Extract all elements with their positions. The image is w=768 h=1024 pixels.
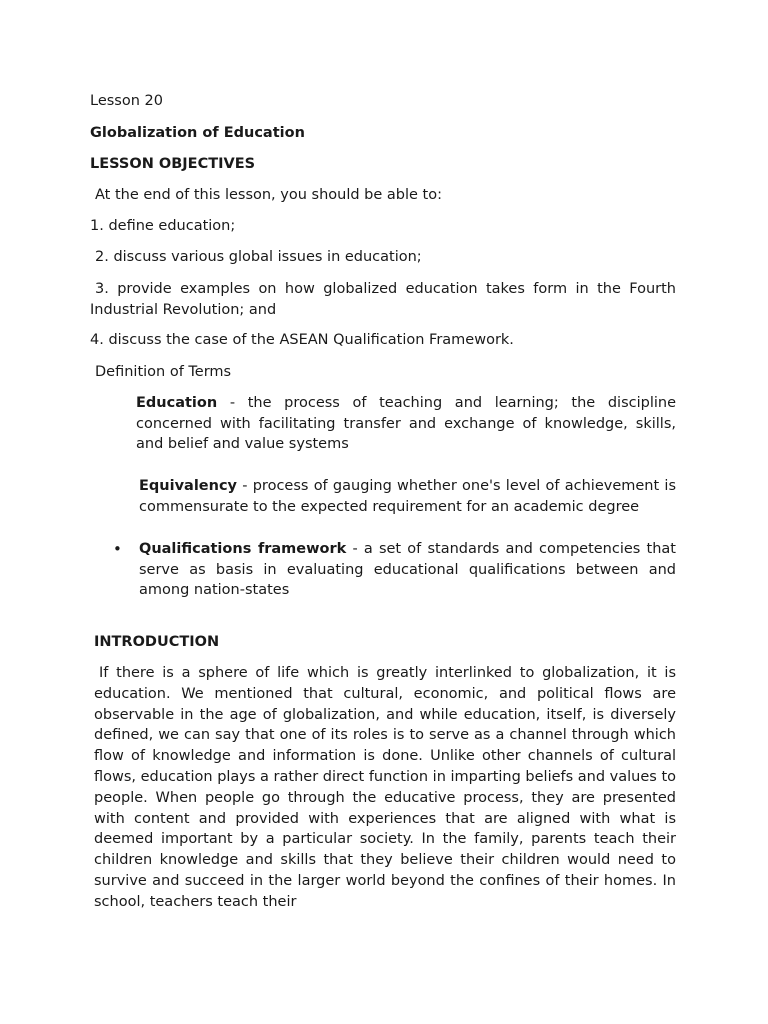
objective-item-4: 4. discuss the case of the ASEAN Qualification Framework. xyxy=(90,332,514,348)
term-equivalency xyxy=(139,476,676,517)
objective-item-1: 1. define education; xyxy=(90,218,236,234)
lesson-title: Globalization of Education xyxy=(90,125,305,141)
introduction-heading: INTRODUCTION xyxy=(94,634,220,650)
introduction-paragraph: If there is a sphere of life which is greatly interlinked to globalization, it is education. We mentioned that cultural, economic, and political flows are observable in the age of globalization, and while education, itself, is diversely defined, we can say that one of its roles is to serve as a channel through which flow of knowledge and information is done. Unlike other channels of cultural flows, education plays a rather direct function in imparting beliefs and values to people. When people go through the educative process, they are presented with content and provided with experiences that are aligned with what is deemed important by a particular society. In the family, parents teach their children knowledge and skills that they believe their children would need to survive and succeed in the larger world beyond the confines of their homes. In school, teachers teach their xyxy=(94,665,677,910)
term-equivalency-definition: - process of gauging whether one's level of achievement is commensurate to the expected requirement for an academic degree xyxy=(139,478,676,515)
term-qualifications-framework xyxy=(139,539,676,601)
term-qualifications-framework-name: Qualifications framework xyxy=(139,541,347,557)
term-education xyxy=(136,393,676,455)
term-education-definition: - the process of teaching and learning; the discipline concerned with facilitating transfer and exchange of knowledge, skills, and belief and value systems xyxy=(136,395,676,453)
objectives-intro: At the end of this lesson, you should be able to: xyxy=(95,187,443,203)
terms-heading: Definition of Terms xyxy=(95,364,232,380)
objective-item-3: 3. provide examples on how globalized education takes form in the Fourth Industrial Revolution; and xyxy=(90,281,676,318)
lesson-label: Lesson 20 xyxy=(90,93,163,109)
term-qualifications-framework-definition: - a set of standards and competencies that serve as basis in evaluating educational qualifications between and among nation-states xyxy=(139,541,676,599)
term-equivalency-name: Equivalency xyxy=(139,478,237,494)
objective-item-2: 2. discuss various global issues in education; xyxy=(95,249,422,265)
bullet-icon: • xyxy=(113,540,122,558)
term-education-name: Education xyxy=(136,395,218,411)
objectives-heading: LESSON OBJECTIVES xyxy=(90,156,256,172)
